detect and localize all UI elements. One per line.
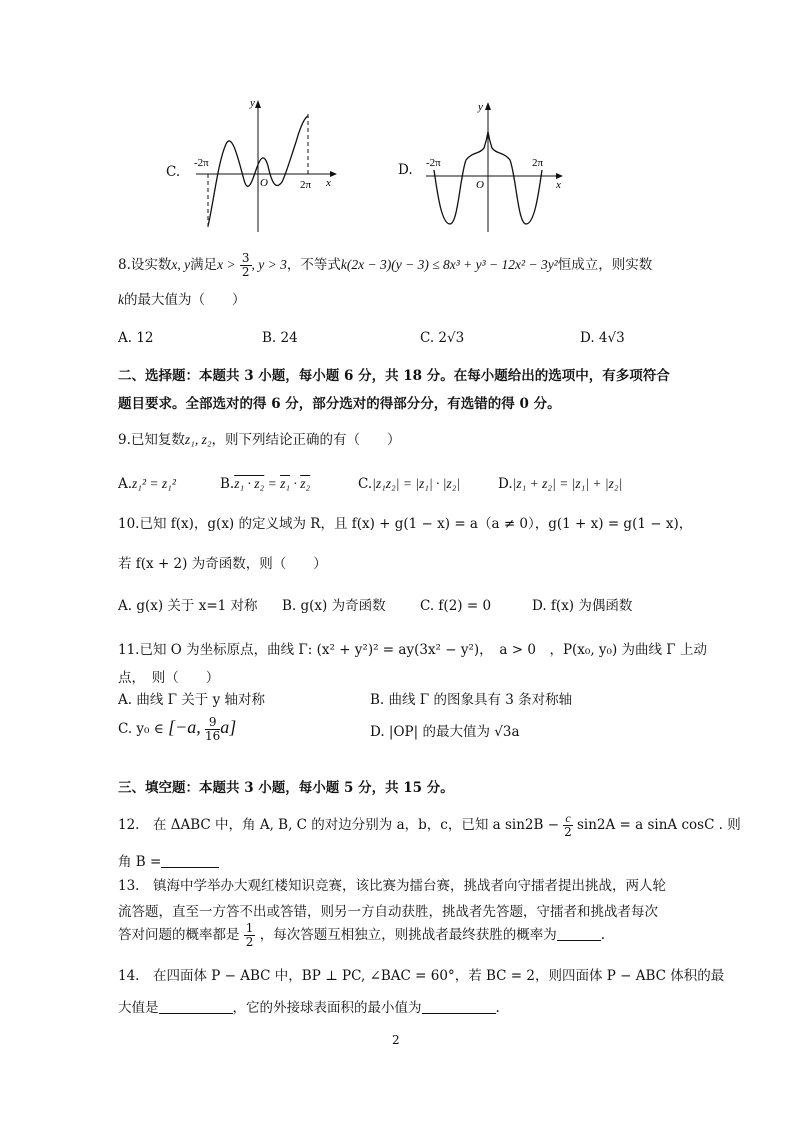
q13-answer-blank[interactable] — [557, 926, 601, 941]
q12-fraction: $\frac{c}{2}$ — [564, 811, 572, 839]
q8-stem: 8.设实数x, y满足x > $\frac{3}{2}$ , y > 3，不等式k(2x − 3)(y − 3) ≤ 8x³ + y³ − 12x² − 3y²恒成立，则实数 — [118, 251, 653, 279]
graph-d-x-label: x — [556, 179, 561, 191]
q11-option-d: D. |OP| 的最大值为 √3a — [370, 724, 520, 740]
graph-d-left-tick: -2π — [426, 157, 441, 169]
q9-option-c: C.|z₁z₂| = |z₁| · |z₂| — [358, 476, 461, 492]
graph-c-y-arrow — [255, 100, 261, 108]
option-d-label: D. — [398, 162, 413, 178]
q14-stem-line2: 大值是 ，它的外接球表面积的最小值为 . — [118, 1000, 500, 1016]
graph-d-right-tick: 2π — [532, 157, 544, 169]
q11-option-c: C. y₀ ∈ [−a, $\frac{9}{16}$ a] — [118, 715, 237, 743]
q8-inequality: k(2x − 3)(y − 3) ≤ 8x³ + y³ − 12x² − 3y² — [340, 257, 558, 272]
q11-stem-line2: 点， 则（ ） — [118, 670, 220, 686]
q10-option-d: D. f(x) 为偶函数 — [532, 598, 633, 614]
q11-option-b: B. 曲线 Γ 的图象具有 3 条对称轴 — [370, 692, 573, 708]
q9-stem: 9.已知复数z₁, z₂，则下列结论正确的有（ ） — [118, 432, 401, 448]
q14-stem-line1: 14. 在四面体 P − ABC 中，BP ⊥ PC, ∠BAC = 60°，若 BC = 2，则四面体 P − ABC 体积的最 — [118, 968, 725, 984]
graph-d-origin: O — [476, 179, 484, 191]
q9-option-b: B.z₁ · z₂ = z₁ · z₂ — [220, 476, 311, 492]
graph-c-left-tick: -2π — [194, 157, 209, 169]
q12-stem: 12. 在 ΔABC 中，角 A, B, C 的对边分别为 a，b，c，已知 a sin2B − $\frac{c}{2}$ sin2A = a sinA cosC . 则 — [118, 811, 741, 839]
q12-answer-blank[interactable] — [161, 853, 219, 868]
q14-answer-blank-1[interactable] — [159, 999, 233, 1014]
q13-fraction: $\frac{1}{2}$ — [245, 921, 254, 949]
q11-fraction: $\frac{9}{16}$ — [205, 715, 221, 743]
q10-stem-line1: 10.已知 f(x)，g(x) 的定义域为 R，且 f(x) + g(1 − x) = a（a ≠ 0），g(1 + x) = g(1 − x)， — [118, 516, 693, 532]
q13-stem-line3: 答对问题的概率都是 $\frac{1}{2}$ ，每次答题互相独立，则挑战者最终获胜的概率为 . — [118, 921, 606, 949]
q8-option-b: B. 24 — [262, 330, 298, 346]
graph-c-x-label: x — [326, 177, 331, 189]
q13-stem-line1: 13. 镇海中学举办大观红楼知识竞赛，该比赛为擂台赛，挑战者向守擂者提出挑战，两人轮 — [118, 878, 666, 894]
q8-option-d: D. 4√3 — [580, 330, 625, 346]
q11-stem-line1: 11.已知 O 为坐标原点，曲线 Γ: (x² + y²)² = ay(3x² − y²)， a > 0 ，P(x₀, y₀) 为曲线 Γ 上动 — [118, 642, 707, 658]
graph-d-y-arrow — [485, 102, 491, 110]
q11-option-a: A. 曲线 Γ 关于 y 轴对称 — [118, 692, 265, 708]
q10-option-b: B. g(x) 为奇函数 — [282, 598, 386, 614]
section-2-header-line2: 题目要求。全部选对的得 6 分，部分选对的得部分分，有选错的得 0 分。 — [118, 396, 561, 412]
section-2-header-line1: 二、选择题：本题共 3 小题，每小题 6 分，共 18 分。在每小题给出的选项中，有多项符合 — [118, 368, 670, 384]
q9-option-d: D.|z₁ + z₂| = |z₁| + |z₂| — [498, 476, 623, 492]
graph-c-y-label: y — [250, 97, 255, 109]
graph-d — [422, 98, 566, 236]
q8-option-c: C. 2√3 — [420, 330, 465, 346]
option-c-label: C. — [166, 164, 181, 180]
q10-stem-line2: 若 f(x + 2) 为奇函数，则（ ） — [118, 556, 327, 572]
graph-d-y-label: y — [478, 101, 483, 113]
page-number: 2 — [392, 1033, 400, 1047]
q10-option-c: C. f(2) = 0 — [420, 598, 492, 614]
section-3-header: 三、填空题：本题共 3 小题，每小题 5 分，共 15 分。 — [118, 780, 454, 796]
q8-fraction: $\frac{3}{2}$ — [241, 251, 250, 279]
q10-option-a: A. g(x) 关于 x=1 对称 — [118, 598, 258, 614]
q12-stem-line2: 角 B = — [118, 852, 219, 872]
graph-c-x-arrow — [330, 171, 337, 177]
graph-c — [192, 96, 338, 236]
q9-option-a: A.z₁² = z₁² — [118, 476, 176, 492]
q8-option-a: A. 12 — [118, 330, 154, 346]
q8-stem-line2: k的最大值为（ ） — [118, 292, 246, 308]
q13-stem-line2: 流答题，直至一方答不出或答错，则另一方自动获胜，挑战者先答题，守擂者和挑战者每次 — [118, 904, 658, 920]
graph-c-right-tick: 2π — [300, 179, 312, 191]
graph-c-origin: O — [260, 177, 268, 189]
q14-answer-blank-2[interactable] — [422, 999, 496, 1014]
